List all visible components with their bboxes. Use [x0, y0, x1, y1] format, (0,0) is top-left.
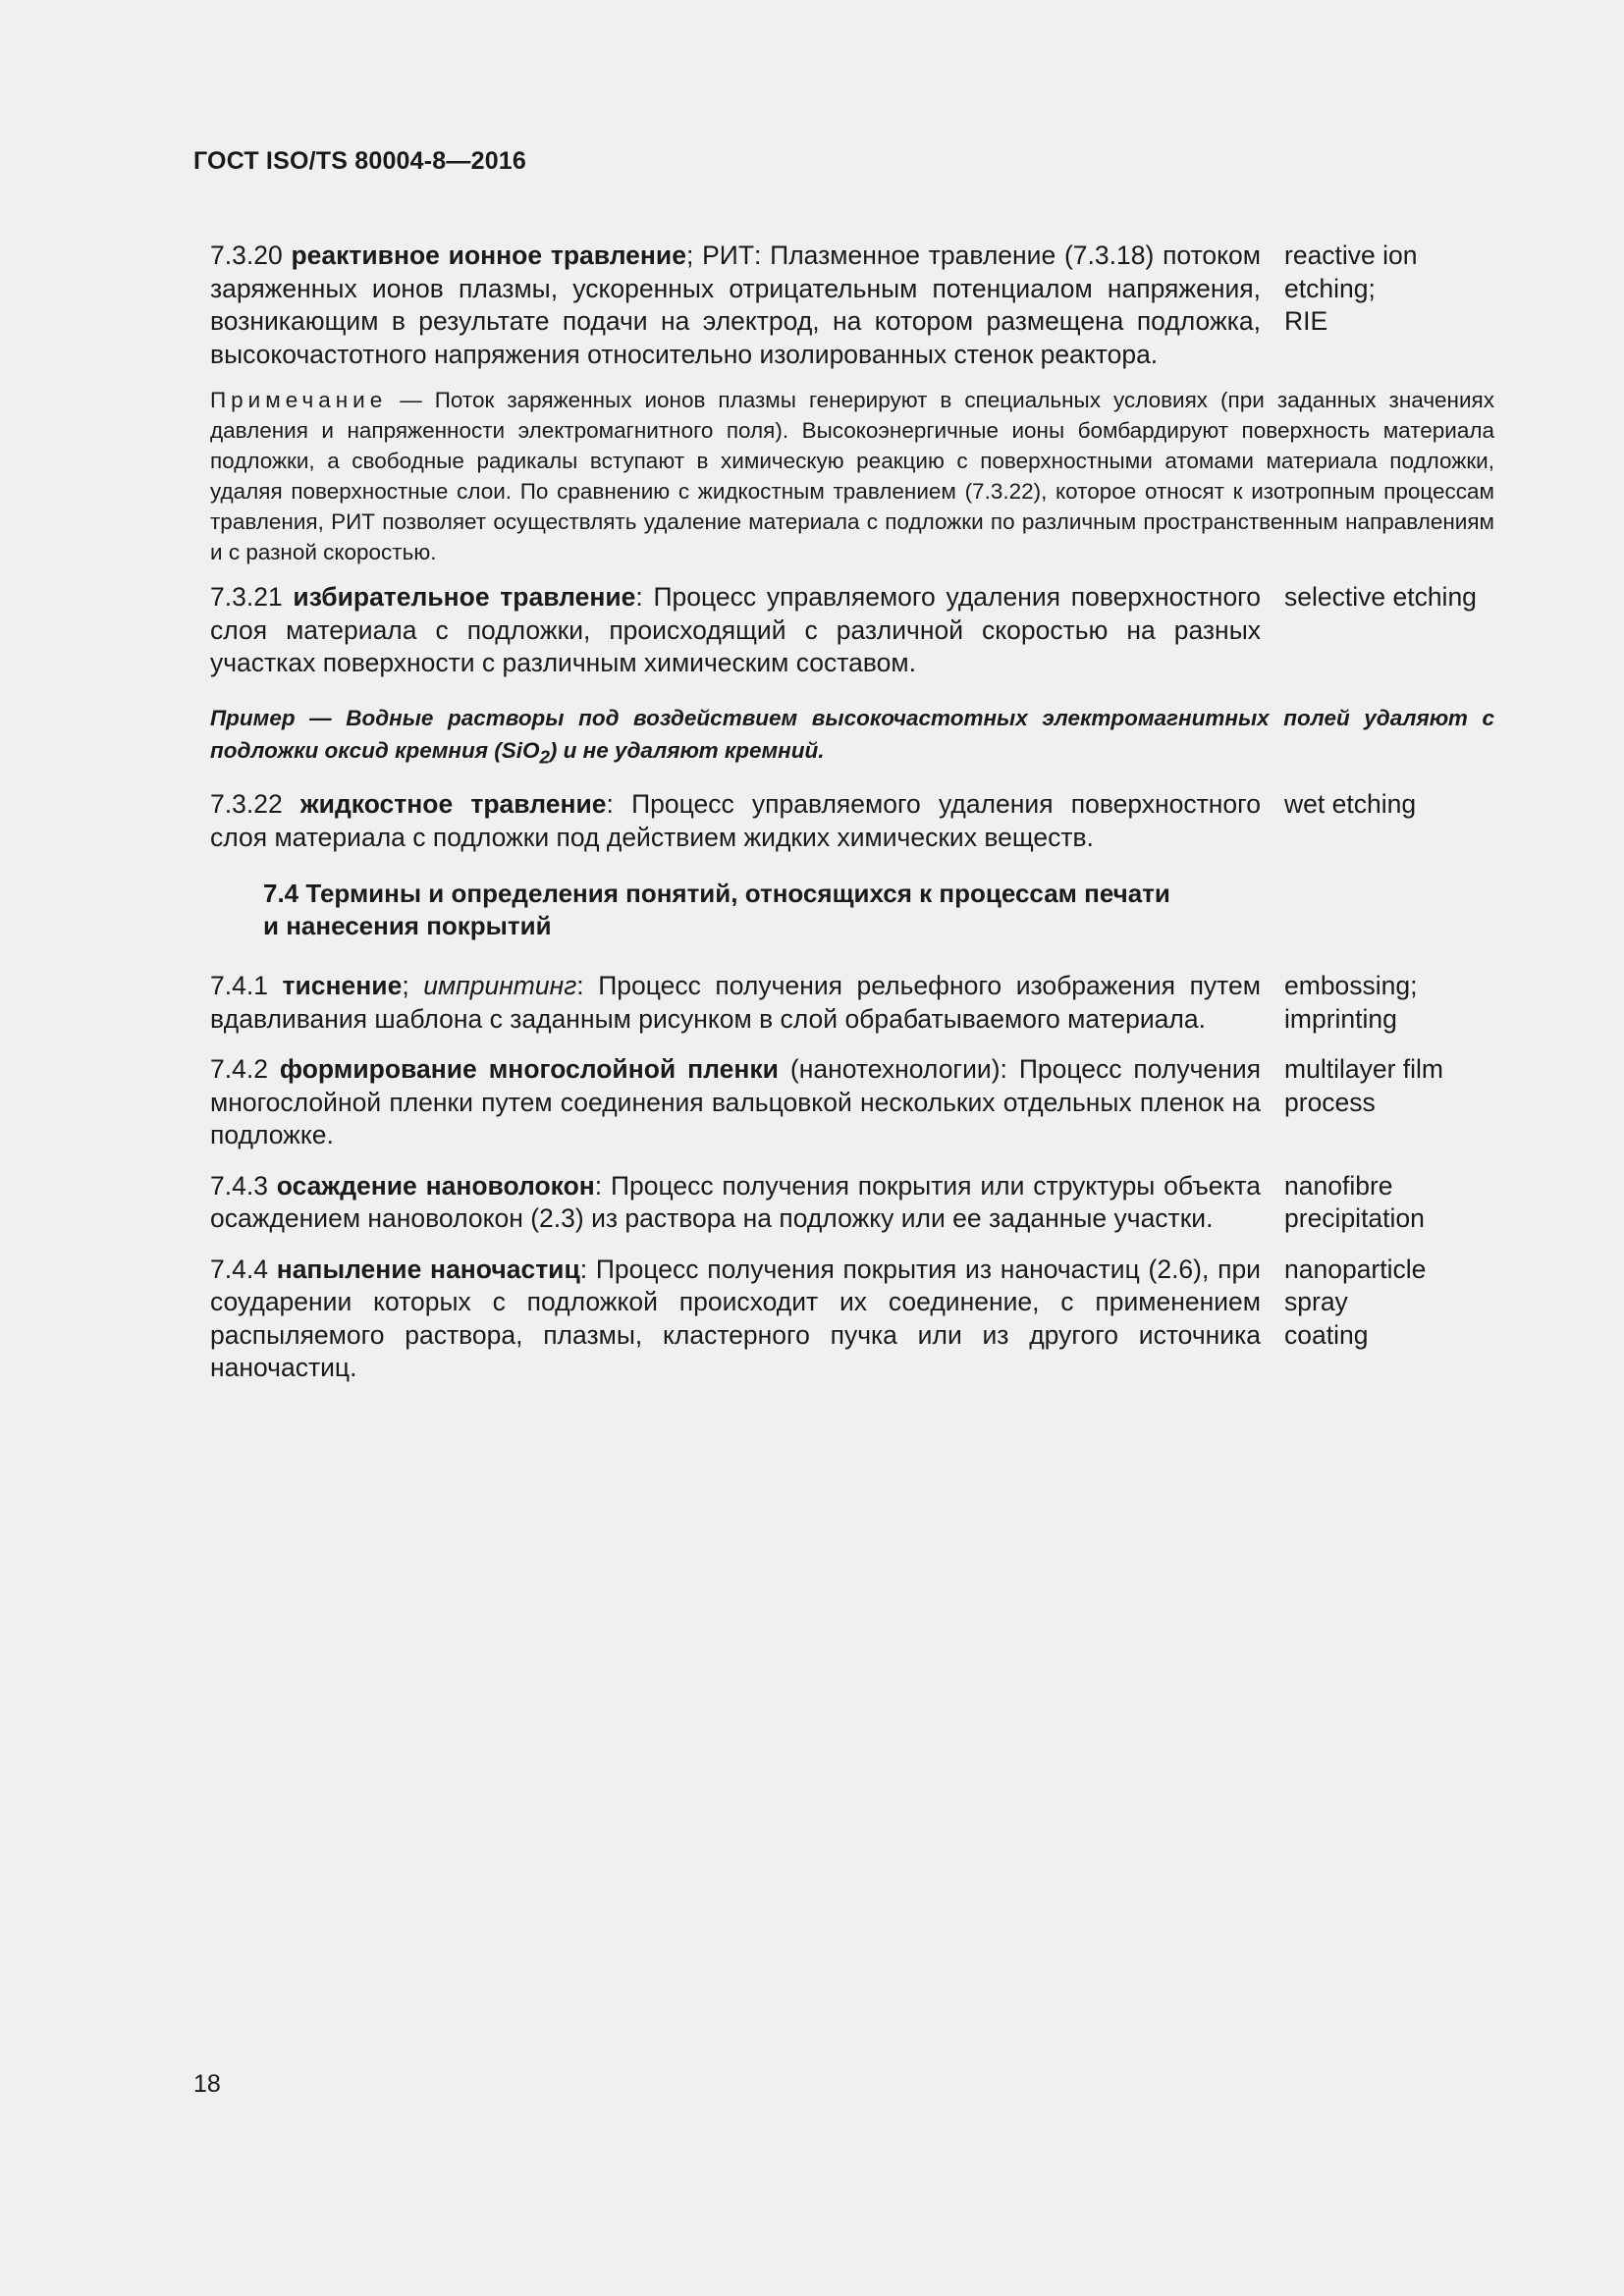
example-paragraph	[210, 702, 1494, 774]
term-definition	[210, 788, 1261, 854]
english-equivalent	[1284, 1254, 1494, 1385]
term-name: избирательное травление	[293, 582, 636, 612]
term-name: осаждение нановолокон	[276, 1170, 595, 1201]
example-text: ) и не удаляют кремний.	[549, 737, 825, 763]
term-name: напыление наночастиц	[276, 1254, 580, 1284]
note-paragraph	[210, 385, 1494, 567]
term-text: ; РИТ: Плазменное травление (7.3.18) потоком заряженных ионов плазмы, ускоренных отрицательным потенциалом напряжения, возникающим в результате подачи на электрод, на котором размещена подложка, высокочастотного напряжения относительно изолированных стенок реактора.	[210, 240, 1261, 369]
section-heading-line: 7.4 Термины и определения понятий, относящихся к процессам печати	[263, 879, 1170, 908]
english-line: coating	[1284, 1319, 1369, 1350]
term-entry-7-3-20	[210, 240, 1494, 371]
english-line: RIE	[1284, 306, 1328, 336]
note-label: Примечание	[210, 388, 388, 412]
term-entry-7-3-21	[210, 581, 1494, 680]
term-definition	[210, 581, 1261, 680]
term-text: : Процесс получения покрытия или структуры объекта осаждением нановолокон (2.3) из раствора на подложку или ее заданные участки.	[210, 1170, 1261, 1233]
term-name: реактивное ионное травление	[291, 240, 686, 270]
term-number: 7.3.20	[210, 240, 283, 270]
english-line: reactive ion	[1284, 240, 1418, 270]
english-equivalent	[1284, 1053, 1494, 1152]
term-entry-7-4-3	[210, 1170, 1494, 1236]
term-number: 7.4.2	[210, 1054, 268, 1084]
page-number: 18	[193, 2070, 221, 2098]
english-line: selective etching	[1284, 582, 1477, 612]
english-line: spray	[1284, 1287, 1348, 1316]
term-text: (нанотехнологии): Процесс получения многослойной пленки путем соединения вальцовкой нескольких отдельных пленок на подложке.	[210, 1054, 1261, 1149]
term-number: 7.4.3	[210, 1170, 268, 1201]
term-number: 7.3.22	[210, 789, 283, 819]
term-number: 7.4.1	[210, 971, 268, 1000]
term-name: формирование многослойной пленки	[279, 1054, 779, 1084]
document-header: ГОСТ ISO/TS 80004-8—2016	[193, 147, 527, 175]
section-heading-line: и нанесения покрытий	[263, 911, 552, 940]
term-definition	[210, 1254, 1261, 1385]
english-equivalent	[1284, 581, 1494, 680]
term-definition	[210, 1053, 1261, 1152]
term-text: : Процесс получения покрытия из наночастиц (2.6), при соударении которых с подложкой происходит их соединение, с применением распыляемого раствора, плазмы, кластерного пучка или из другого источника наночастиц.	[210, 1254, 1261, 1382]
note-dash: —	[387, 388, 435, 412]
term-synonym: импринтинг	[423, 971, 577, 1000]
term-entry-7-3-22	[210, 788, 1494, 854]
english-equivalent	[1284, 970, 1494, 1036]
example-text: Пример — Водные растворы под воздействием высокочастотных электромагнитных полей удаляют с подложки оксид кремния (SiO	[210, 705, 1494, 763]
term-name: жидкостное травление	[299, 789, 607, 819]
english-equivalent	[1284, 788, 1494, 854]
page-content	[210, 240, 1494, 1385]
term-text: : Процесс управляемого удаления поверхностного слоя материала с подложки под действием жидких химических веществ.	[210, 789, 1261, 852]
english-line: precipitation	[1284, 1203, 1425, 1233]
note-text: Поток заряженных ионов плазмы генерируют в специальных условиях (при заданных значениях давления и напряженности электромагнитного поля). Высокоэнергичные ионы бомбардируют поверхность материала подложки, а свободные радикалы вступают в химическую реакцию с поверхностными атомами материала подложки, удаляя поверхностные слои. По сравнению с жидкостным травлением (7.3.22), которое относят к изотропным процессам травления, РИТ позволяет осуществлять удаление материала с подложки по различным пространственным направлениям и с разной скоростью.	[210, 388, 1494, 564]
english-line: multilayer film	[1284, 1054, 1443, 1084]
subscript: 2	[539, 746, 550, 767]
term-definition	[210, 970, 1261, 1036]
english-line: nanoparticle	[1284, 1254, 1427, 1284]
english-line: nanofibre	[1284, 1170, 1393, 1201]
term-definition	[210, 240, 1261, 371]
english-line: wet etching	[1284, 789, 1417, 819]
english-line: imprinting	[1284, 1003, 1397, 1034]
english-equivalent	[1284, 1170, 1494, 1236]
term-definition	[210, 1170, 1261, 1236]
term-text: : Процесс получения рельефного изображения путем вдавливания шаблона с заданным рисунком в слой обрабатываемого материала.	[210, 971, 1261, 1034]
english-line: process	[1284, 1087, 1376, 1117]
term-entry-7-4-2	[210, 1053, 1494, 1152]
term-number: 7.3.21	[210, 582, 283, 612]
term-text: : Процесс управляемого удаления поверхностного слоя материала с подложки, происходящий с различной скоростью на разных участках поверхности с различным химическим составом.	[210, 582, 1261, 677]
english-line: etching;	[1284, 273, 1376, 303]
english-line: embossing;	[1284, 971, 1418, 1000]
term-name: тиснение	[282, 971, 403, 1000]
term-entry-7-4-4	[210, 1254, 1494, 1385]
term-number: 7.4.4	[210, 1254, 268, 1284]
term-separator: ;	[402, 971, 424, 1000]
english-equivalent	[1284, 240, 1494, 371]
term-entry-7-4-1	[210, 970, 1494, 1036]
section-heading-7-4	[263, 878, 1284, 942]
